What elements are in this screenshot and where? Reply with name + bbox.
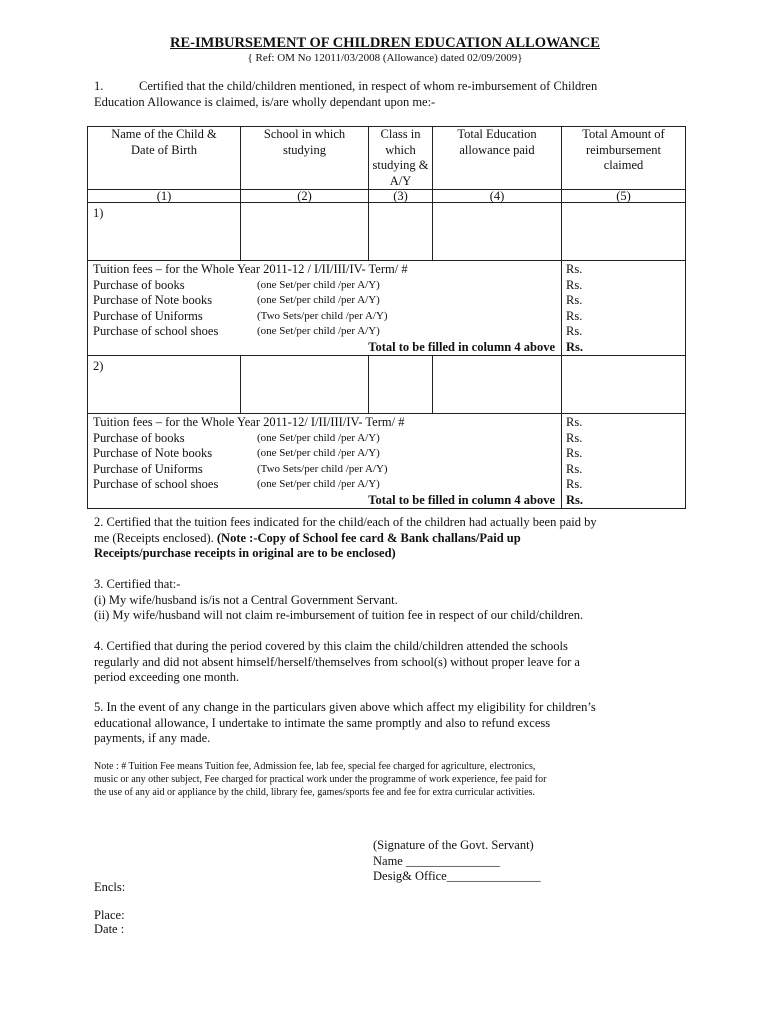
table-header-row bbox=[88, 127, 686, 190]
fee-item: Purchase of books (one Set/per child /per A/Y) bbox=[93, 430, 380, 445]
col-number-3: (3) bbox=[369, 190, 433, 203]
signature-label: (Signature of the Govt. Servant) bbox=[373, 838, 534, 852]
child-2-total-label: Total to be filled in column 4 above bbox=[368, 492, 555, 507]
date-field[interactable]: Date : bbox=[94, 922, 125, 936]
fee-item: Purchase of school shoes (one Set/per child /per A/Y) bbox=[93, 477, 380, 491]
child-1-class-cell[interactable] bbox=[369, 203, 433, 261]
para4: 4. Certified that during the period covered by this claim the child/children attended the schools regularly and did not absent himself/herself/themselves from school(s) without proper leave for a period exceeding one month. bbox=[94, 639, 580, 684]
child-1-total-label: Total to be filled in column 4 above bbox=[368, 339, 555, 354]
para1-line2: Education Allowance is claimed, is/are wholly dependant upon me:- bbox=[94, 95, 436, 109]
child-1-claimed-cell[interactable] bbox=[562, 203, 686, 261]
child-1-paid-cell[interactable] bbox=[433, 203, 562, 261]
para1-line1: Certified that the child/children mentioned, in respect of whom re-imbursement of Children bbox=[139, 79, 598, 93]
place-field[interactable]: Place: bbox=[94, 908, 125, 922]
header-name-dob: Name of the Child & Date of Birth bbox=[88, 127, 241, 190]
child-2-paid-cell[interactable] bbox=[433, 356, 562, 414]
fee-item: Purchase of books (one Set/per child /per A/Y) bbox=[93, 277, 380, 292]
header-total-paid: Total Education allowance paid bbox=[433, 127, 562, 190]
reference-line: { Ref: OM No 12011/03/2008 (Allowance) dated 02/09/2009} bbox=[247, 52, 523, 64]
child-1-row bbox=[88, 203, 686, 261]
fee-item: Purchase of school shoes (one Set/per child /per A/Y) bbox=[93, 324, 380, 338]
fee-item: Purchase of Note books (one Set/per child /per A/Y) bbox=[93, 293, 380, 307]
child-2-rs-column[interactable]: Rs. Rs. Rs. Rs. Rs. Rs. bbox=[562, 414, 686, 509]
child-2-row bbox=[88, 356, 686, 414]
header-reimbursement: Total Amount of reimbursement claimed bbox=[562, 127, 686, 190]
designation-field[interactable]: Desig& Office_______________ bbox=[373, 869, 541, 883]
header-school: School in which studying bbox=[241, 127, 369, 190]
child-2-name-cell[interactable]: 2) bbox=[88, 356, 241, 414]
para3: 3. Certified that:- (i) My wife/husband is/is not a Central Government Servant. (ii) My wife/husband will not claim re-imbursement of tuition fee in respect of our child/children. bbox=[94, 577, 584, 622]
col-number-4: (4) bbox=[433, 190, 562, 203]
fee-item: Purchase of Uniforms (Two Sets/per child /per A/Y) bbox=[93, 461, 388, 476]
child-2-class-cell[interactable] bbox=[369, 356, 433, 414]
col-number-5: (5) bbox=[562, 190, 686, 203]
fee-item: Tuition fees – for the Whole Year 2011-12/ I/II/III/IV- Term/ # bbox=[93, 415, 405, 429]
para2: 2. Certified that the tuition fees indicated for the child/each of the children had actually been paid by me (Receipts enclosed). (Note :-Copy of School fee card & Bank challans/Paid up Receipts/purchase receipts in original are to be enclosed) bbox=[94, 515, 597, 560]
form-title: RE-IMBURSEMENT OF CHILDREN EDUCATION ALLOWANCE bbox=[170, 35, 600, 51]
child-1-fee-items bbox=[88, 261, 562, 356]
fee-item: Purchase of Note books (one Set/per child /per A/Y) bbox=[93, 446, 380, 460]
para5: 5. In the event of any change in the particulars given above which affect my eligibility for children’s educational allowance, I undertake to intimate the same promptly and also to refund excess payments, if any made. bbox=[94, 700, 596, 745]
col-number-2: (2) bbox=[241, 190, 369, 203]
column-number-row bbox=[88, 190, 686, 203]
child-2-claimed-cell[interactable] bbox=[562, 356, 686, 414]
child-2-school-cell[interactable] bbox=[241, 356, 369, 414]
header-class: Class in which studying & A/Y bbox=[369, 127, 433, 190]
child-1-rs-column[interactable]: Rs. Rs. Rs. Rs. Rs. Rs. bbox=[562, 261, 686, 356]
fee-item: Tuition fees – for the Whole Year 2011-12 / I/II/III/IV- Term/ # bbox=[93, 262, 408, 276]
name-field[interactable]: Name _______________ bbox=[373, 853, 500, 868]
para1-number: 1. bbox=[94, 79, 104, 93]
tuition-fee-note: Note : # Tuition Fee means Tuition fee, Admission fee, lab fee, special fee charged for agriculture, electronics, music or any other subject, Fee charged for practical work under the programme of work experience, fee paid for the use of any aid or appliance by the child, library fee, games/sports fee and fee for extra curricular activities. bbox=[94, 761, 547, 798]
claim-table bbox=[87, 126, 686, 509]
enclosures-label: Encls: bbox=[94, 880, 126, 894]
child-1-school-cell[interactable] bbox=[241, 203, 369, 261]
child-2-fee-items bbox=[88, 414, 562, 509]
col-number-1: (1) bbox=[88, 190, 241, 203]
child-1-name-cell[interactable]: 1) bbox=[88, 203, 241, 261]
child-2-fee-block bbox=[88, 414, 686, 509]
signature-block bbox=[373, 838, 540, 885]
fee-item: Purchase of Uniforms (Two Sets/per child /per A/Y) bbox=[93, 308, 388, 323]
child-1-fee-block bbox=[88, 261, 686, 356]
